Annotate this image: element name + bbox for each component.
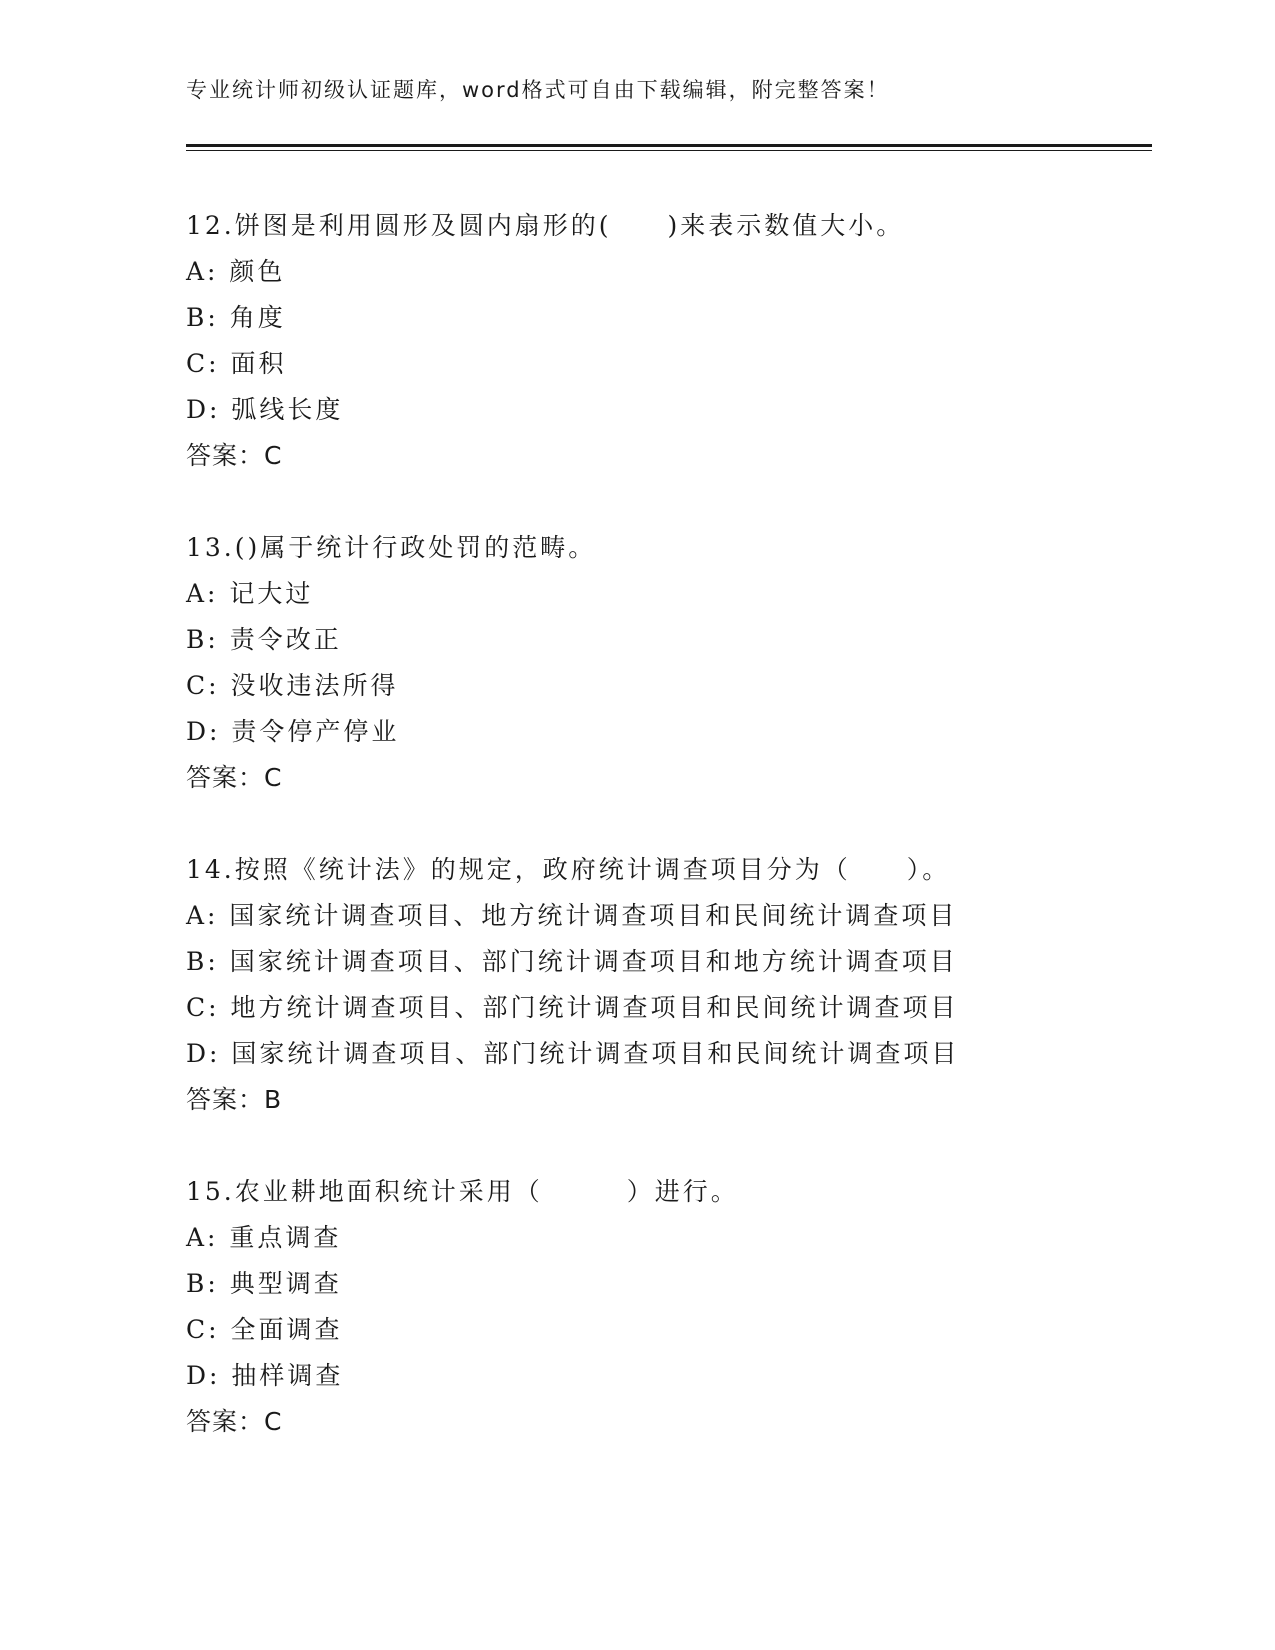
header-rule-thick <box>186 144 1152 147</box>
answer-line: 答案：C <box>186 763 283 792</box>
question-stem: 13.()属于统计行政处罚的范畴。 <box>186 533 597 562</box>
question-12 <box>186 203 1166 479</box>
header-rule-thin <box>186 150 1152 151</box>
document-header: 专业统计师初级认证题库，word格式可自由下载编辑，附完整答案！ <box>186 78 890 102</box>
option-c: C: 地方统计调查项目、部门统计调查项目和民间统计调查项目 <box>186 993 959 1022</box>
option-c: C: 没收违法所得 <box>186 671 399 700</box>
option-a: A: 颜色 <box>186 257 286 286</box>
option-c: C: 全面调查 <box>186 1315 343 1344</box>
question-15 <box>186 1169 1166 1445</box>
answer-line: 答案：C <box>186 441 283 470</box>
option-b: B: 责令改正 <box>186 625 342 654</box>
question-stem: 15.农业耕地面积统计采用（ ）进行。 <box>186 1177 739 1206</box>
question-13 <box>186 525 1166 801</box>
question-stem: 12.饼图是利用圆形及圆内扇形的( )来表示数值大小。 <box>186 211 905 240</box>
answer-line: 答案：B <box>186 1085 283 1114</box>
option-b: B: 角度 <box>186 303 286 332</box>
option-c: C: 面积 <box>186 349 287 378</box>
answer-line: 答案：C <box>186 1407 283 1436</box>
option-d: D: 弧线长度 <box>186 395 344 424</box>
option-d: D: 抽样调查 <box>186 1361 344 1390</box>
option-d: D: 责令停产停业 <box>186 717 400 746</box>
option-a: A: 国家统计调查项目、地方统计调查项目和民间统计调查项目 <box>186 901 958 930</box>
option-b: B: 典型调查 <box>186 1269 342 1298</box>
question-stem: 14.按照《统计法》的规定，政府统计调查项目分为（ ）。 <box>186 855 951 884</box>
option-b: B: 国家统计调查项目、部门统计调查项目和地方统计调查项目 <box>186 947 958 976</box>
option-d: D: 国家统计调查项目、部门统计调查项目和民间统计调查项目 <box>186 1039 960 1068</box>
question-list <box>186 203 1166 1491</box>
option-a: A: 记大过 <box>186 579 314 608</box>
option-a: A: 重点调查 <box>186 1223 342 1252</box>
question-14 <box>186 847 1166 1123</box>
